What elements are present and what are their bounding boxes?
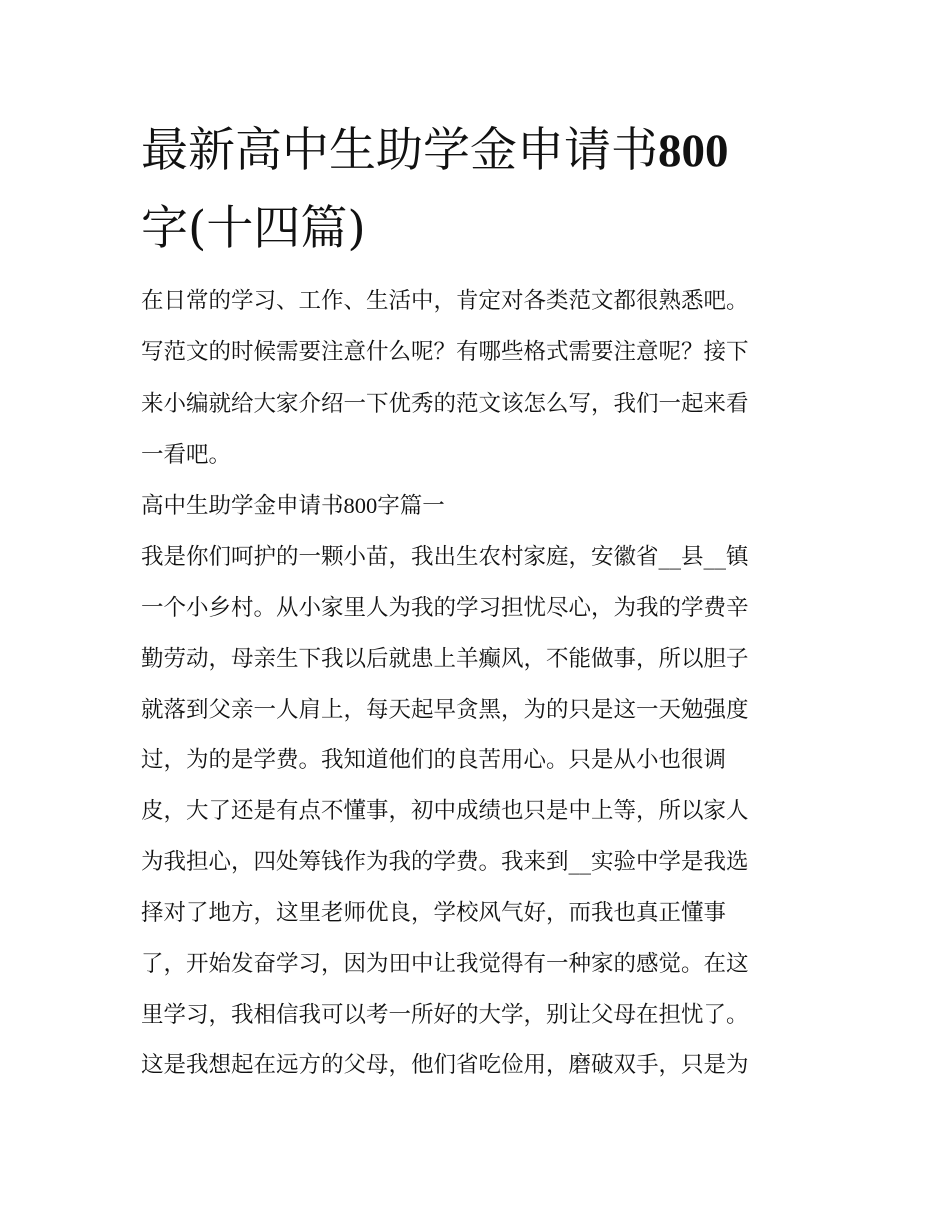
title-line-2: 字(十四篇) — [141, 201, 366, 256]
body-line-6: 皮，大了还是有点不懂事，初中成绩也只是中上等，所以家人 — [141, 798, 749, 824]
section-heading-suffix: 字篇一 — [377, 493, 445, 519]
body-line-1: 我是你们呵护的一颗小苗，我出生农村家庭，安徽省__县__镇 — [141, 544, 749, 570]
body-line-11: 这是我想起在远方的父母，他们省吃俭用，磨破双手，只是为 — [141, 1052, 749, 1078]
intro-line-4: 一看吧。 — [141, 442, 232, 468]
body-line-3: 勤劳动，母亲生下我以后就患上羊癫风，不能做事，所以胆子 — [141, 646, 749, 672]
body-line-2: 一个小乡村。从小家里人为我的学习担忧尽心，为我的学费辛 — [141, 595, 749, 621]
intro-line-3: 来小编就给大家介绍一下优秀的范文该怎么写，我们一起来看 — [141, 391, 749, 417]
title-number: 800 — [658, 125, 729, 177]
intro-line-2: 写范文的时候需要注意什么呢？有哪些格式需要注意呢？接下 — [141, 339, 749, 365]
title-chinese: 最新高中生助学金申请书 — [141, 123, 658, 178]
section-heading — [141, 491, 831, 521]
intro-line-1: 在日常的学习、工作、生活中，肯定对各类范文都很熟悉吧。 — [141, 288, 749, 314]
body-line-7: 为我担心，四处筹钱作为我的学费。我来到__实验中学是我选 — [141, 849, 749, 875]
document-title — [141, 112, 821, 268]
section-heading-text: 高中生助学金申请书 — [141, 493, 344, 519]
section-heading-number: 800 — [343, 493, 378, 518]
body-line-4: 就落到父亲一人肩上，每天起早贪黑，为的只是这一天勉强度 — [141, 697, 749, 723]
body-line-10: 里学习，我相信我可以考一所好的大学，别让父母在担忧了。 — [141, 1002, 749, 1028]
body-line-8: 择对了地方，这里老师优良，学校风气好，而我也真正懂事 — [141, 900, 727, 926]
body-line-9: 了，开始发奋学习，因为田中让我觉得有一种家的感觉。在这 — [141, 951, 749, 977]
body-line-5: 过，为的是学费。我知道他们的良苦用心。只是从小也很调 — [141, 747, 727, 773]
